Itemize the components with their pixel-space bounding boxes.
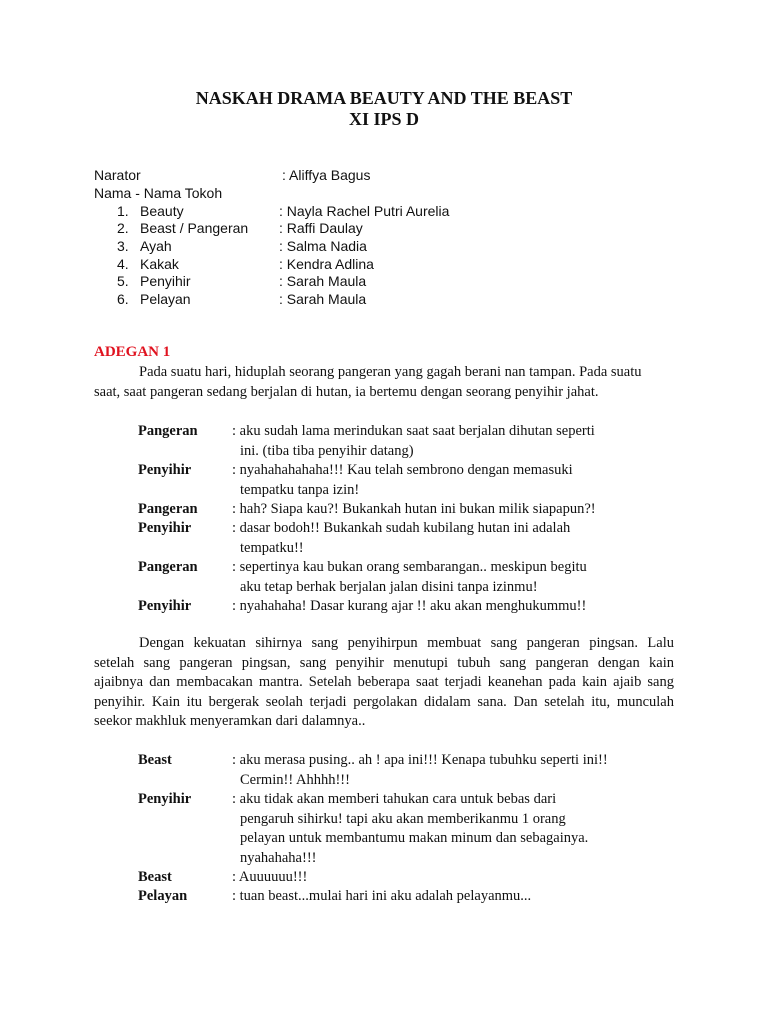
cast-role: Beauty: [140, 203, 184, 219]
cast-actor: : Sarah Maula: [279, 291, 367, 307]
cast-role: Penyihir: [140, 273, 191, 289]
cast-actor: : Nayla Rachel Putri Aurelia: [279, 203, 450, 219]
speaker-name: Penyihir: [138, 462, 192, 478]
speaker-name: Penyihir: [138, 520, 192, 536]
document-title: NASKAH DRAMA BEAUTY AND THE BEAST: [195, 88, 573, 108]
dialog-text: : hah? Siapa kau?! Bukankah hutan ini bukan milik siapapun?!: [232, 501, 596, 517]
dialog-text: : aku merasa pusing.. ah ! apa ini!!! Kenapa tubuhku seperti ini!!: [232, 752, 608, 768]
dialog-text: tempatku tanpa izin!: [240, 481, 360, 498]
speaker-name: Pangeran: [138, 559, 198, 575]
cast-actor: : Salma Nadia: [279, 238, 367, 254]
dialog-text: : aku tidak akan memberi tahukan cara untuk bebas dari: [232, 791, 557, 807]
narration-paragraph: [94, 634, 674, 732]
narrator-value: : Aliffya Bagus: [282, 167, 371, 183]
cast-role: Kakak: [140, 256, 179, 272]
cast-role: Pelayan: [140, 291, 191, 307]
cast-heading: Nama - Nama Tokoh: [94, 185, 223, 201]
cast-number: 6.: [117, 291, 129, 307]
cast-actor: : Kendra Adlina: [279, 256, 374, 272]
paragraph-line: penyihir. Kain itu bergerak seolah terjadi pergolakan didalam sana. Dan setelah itu, munculah: [94, 693, 674, 710]
cast-number: 5.: [117, 273, 129, 289]
dialog-text: : aku sudah lama merindukan saat saat berjalan dihutan seperti: [232, 423, 595, 439]
dialog-text: : nyahahahahaha!!! Kau telah sembrono dengan memasuki: [232, 462, 573, 478]
speaker-name: Penyihir: [138, 598, 192, 614]
cast-role: Ayah: [140, 238, 172, 254]
speaker-name: Pelayan: [138, 888, 188, 904]
dialog-text: pelayan untuk membantumu makan minum dan sebagainya.: [240, 830, 589, 846]
paragraph-line: Dengan kekuatan sihirnya sang penyihirpun membuat sang pangeran pingsan. Lalu: [139, 635, 674, 651]
cast-number: 4.: [117, 256, 129, 272]
dialog-text: : Auuuuuu!!!: [232, 869, 308, 885]
scene-heading: ADEGAN 1: [94, 344, 171, 360]
dialog-text: : nyahahaha! Dasar kurang ajar !! aku akan menghukummu!!: [232, 598, 587, 614]
speaker-name: Penyihir: [138, 791, 192, 807]
narrator-label: Narator: [94, 167, 141, 183]
speaker-name: Pangeran: [138, 423, 198, 439]
paragraph-line: seekor makhluk menyeramkan dari dalamnya..: [94, 713, 366, 729]
intro-paragraph: [94, 363, 674, 402]
dialog-text: tempatku!!: [240, 539, 304, 556]
dialog-text: nyahahaha!!!: [240, 849, 317, 866]
cast-number: 1.: [117, 203, 129, 219]
dialog-text: : sepertinya kau bukan orang sembarangan.. meskipun begitu: [232, 559, 587, 575]
dialog-text: aku tetap berhak berjalan jalan disini tanpa izinmu!: [240, 578, 538, 595]
cast-number: 3.: [117, 238, 129, 254]
dialog-text: : tuan beast...mulai hari ini aku adalah pelayanmu...: [232, 888, 532, 904]
dialog-text: : dasar bodoh!! Bukankah sudah kubilang hutan ini adalah: [232, 520, 571, 536]
dialog-text: pengaruh sihirku! tapi aku akan memberikanmu 1 orang: [240, 810, 566, 827]
paragraph-line: Pada suatu hari, hiduplah seorang pangeran yang gagah berani nan tampan. Pada suatu: [139, 364, 642, 380]
dialog-text: Cermin!! Ahhhh!!!: [240, 771, 350, 788]
cast-actor: : Sarah Maula: [279, 273, 367, 289]
paragraph-line: ajaibnya dan membacakan mantra. Setelah beberapa saat terjadi keanehan pada kain ajaib sang: [94, 674, 674, 690]
cast-actor: : Raffi Daulay: [279, 220, 363, 236]
document-subtitle: XI IPS D: [348, 109, 419, 129]
dialog-text: ini. (tiba tiba penyihir datang): [240, 442, 414, 459]
paragraph-line: saat, saat pangeran sedang berjalan di hutan, ia bertemu dengan seorang penyihir jahat.: [94, 383, 599, 400]
cast-number: 2.: [117, 220, 129, 236]
paragraph-line: setelah sang pangeran pingsan, sang penyihir menutupi tubuh sang pangeran dengan kain: [94, 654, 674, 671]
cast-role: Beast / Pangeran: [140, 220, 249, 236]
speaker-name: Beast: [138, 752, 172, 768]
speaker-name: Pangeran: [138, 501, 198, 517]
speaker-name: Beast: [138, 869, 172, 885]
